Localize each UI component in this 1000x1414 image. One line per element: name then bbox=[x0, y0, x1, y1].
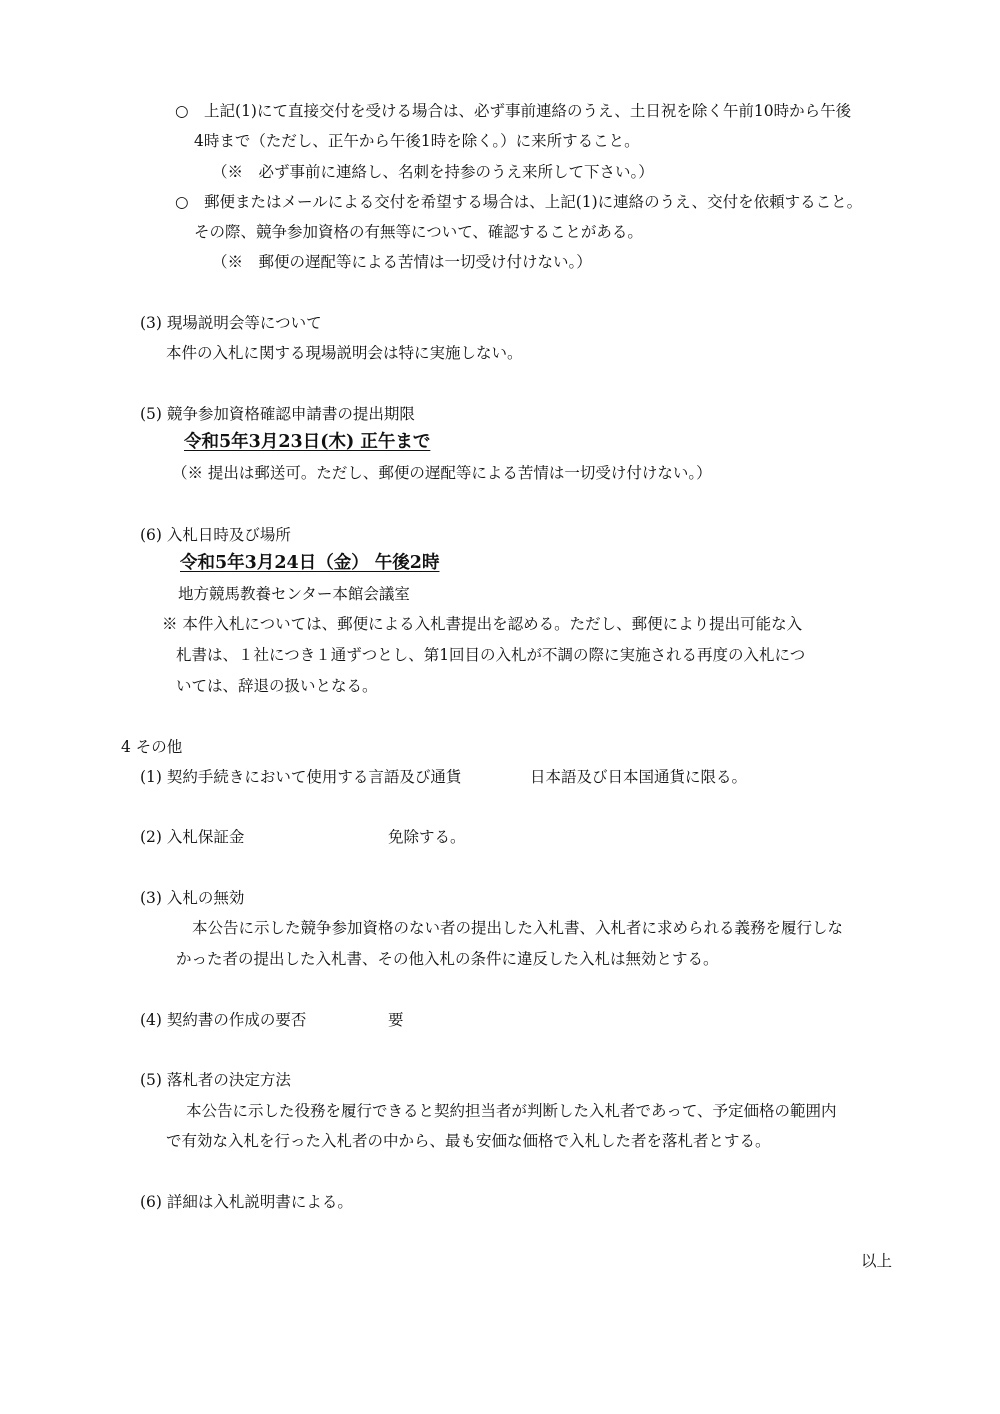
contract-document-value: 要 bbox=[388, 1011, 404, 1029]
delivery-direct-line2: 4時まで（ただし、正午から午後1時を除く。）に来所すること。 bbox=[194, 132, 640, 150]
bid-datetime-heading: (6) 入札日時及び場所 bbox=[140, 526, 291, 544]
closing-mark: 以上 bbox=[861, 1252, 893, 1270]
application-deadline-note: （※ 提出は郵送可。ただし、郵便の遅配等による苦情は一切受け付けない。） bbox=[172, 464, 712, 482]
bid-bond-value: 免除する。 bbox=[388, 828, 466, 846]
bid-invalid-body-line1: 本公告に示した競争参加資格のない者の提出した入札書、入札者に求められる義務を履行しな bbox=[192, 919, 844, 937]
bid-bond-label: (2) 入札保証金 bbox=[140, 828, 245, 846]
site-briefing-heading: (3) 現場説明会等について bbox=[140, 314, 322, 332]
details-reference: (6) 詳細は入札説明書による。 bbox=[140, 1193, 353, 1211]
bid-mail-note-line3: いては、辞退の扱いとなる。 bbox=[176, 677, 378, 695]
delivery-mail-line2: その際、競争参加資格の有無等について、確認することがある。 bbox=[194, 223, 643, 241]
section4-heading: 4 その他 bbox=[121, 738, 183, 756]
delivery-mail-note: （※ 郵便の遅配等による苦情は一切受け付けない。） bbox=[212, 253, 592, 271]
site-briefing-body: 本件の入札に関する現場説明会は特に実施しない。 bbox=[166, 344, 523, 362]
delivery-mail-line1: ○ 郵便またはメールによる交付を希望する場合は、上記(1)に連絡のうえ、交付を依頼すること。 bbox=[175, 193, 863, 211]
delivery-direct-line1: ○ 上記(1)にて直接交付を受ける場合は、必ず事前連絡のうえ、土日祝を除く午前10時から午後 bbox=[175, 102, 852, 120]
winner-method-body-line2: で有効な入札を行った入札者の中から、最も安価な価格で入札した者を落札者とする。 bbox=[166, 1132, 771, 1150]
contract-document-label: (4) 契約書の作成の要否 bbox=[140, 1011, 307, 1029]
language-currency-value: 日本語及び日本国通貨に限る。 bbox=[530, 768, 748, 786]
bid-mail-note-line1: ※ 本件入札については、郵便による入札書提出を認める。ただし、郵便により提出可能な入 bbox=[162, 615, 803, 633]
winner-method-heading: (5) 落札者の決定方法 bbox=[140, 1071, 291, 1089]
bid-place: 地方競馬教養センター本館会議室 bbox=[178, 585, 410, 603]
application-deadline-date: 令和5年3月23日(木) 正午まで bbox=[184, 432, 431, 452]
bid-mail-note-line2: 札書は、１社につき１通ずつとし、第1回目の入札が不調の際に実施される再度の入札につ bbox=[176, 646, 806, 664]
bid-datetime-value: 令和5年3月24日（金） 午後2時 bbox=[180, 553, 440, 573]
bid-invalid-body-line2: かった者の提出した入札書、その他入札の条件に違反した入札は無効とする。 bbox=[176, 950, 719, 968]
bid-invalid-heading: (3) 入札の無効 bbox=[140, 889, 245, 907]
application-deadline-heading: (5) 競争参加資格確認申請書の提出期限 bbox=[140, 405, 415, 423]
winner-method-body-line1: 本公告に示した役務を履行できると契約担当者が判断した入札者であって、予定価格の範囲内 bbox=[186, 1102, 837, 1120]
language-currency-label: (1) 契約手続きにおいて使用する言語及び通貨 bbox=[140, 768, 462, 786]
delivery-direct-note: （※ 必ず事前に連絡し、名刺を持参のうえ来所して下さい。） bbox=[212, 163, 654, 181]
